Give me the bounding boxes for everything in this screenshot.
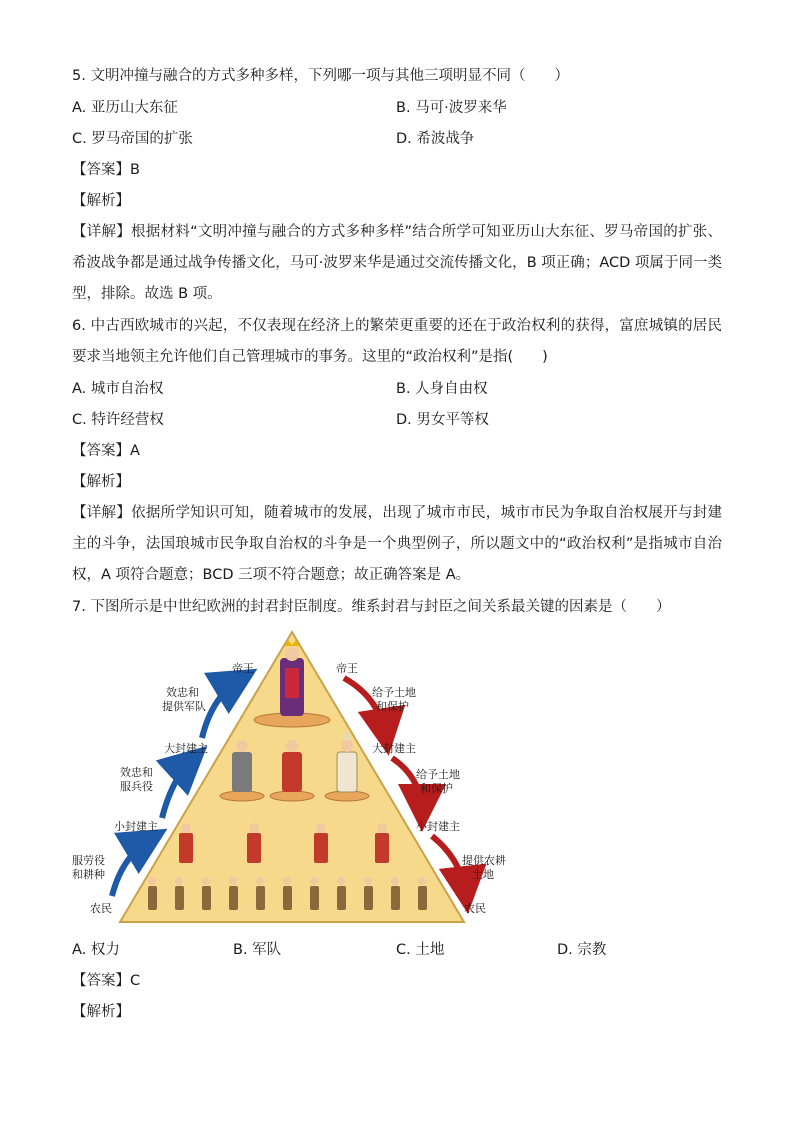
q6-option-c[interactable]: C. 特许经营权 xyxy=(72,412,164,428)
q5-stem: 5. 文明冲撞与融合的方式多种多样，下列哪一项与其他三项明显不同（ ） xyxy=(72,68,569,84)
q7-option-c[interactable]: C. 土地 xyxy=(396,942,445,958)
q5-option-a[interactable]: A. 亚历山大东征 xyxy=(72,100,178,116)
right-label-farmland-b: 土地 xyxy=(472,868,494,881)
q5-option-c[interactable]: C. 罗马帝国的扩张 xyxy=(72,131,193,147)
q7-option-b[interactable]: B. 军队 xyxy=(233,942,282,958)
left-label-service-a: 服劳役 xyxy=(72,854,105,867)
left-label-loyalty-1a: 效忠和 xyxy=(166,686,199,699)
right-label-land-2b: 和保护 xyxy=(420,782,453,795)
right-label-land-1a: 给予土地 xyxy=(372,686,416,699)
arrow-great-lord-to-small-lord xyxy=(392,758,422,814)
right-label-small-lord: 小封建主 xyxy=(416,820,460,833)
q7-option-a[interactable]: A. 权力 xyxy=(72,942,120,958)
q7-option-d[interactable]: D. 宗教 xyxy=(557,942,607,958)
left-label-service-b: 和耕种 xyxy=(72,868,105,881)
q6-option-d[interactable]: D. 男女平等权 xyxy=(396,412,489,428)
right-label-land-2a: 给予土地 xyxy=(416,768,460,781)
q5-option-d[interactable]: D. 希波战争 xyxy=(396,131,475,147)
q5-option-b[interactable]: B. 马可·波罗来华 xyxy=(396,100,507,116)
q6-option-b[interactable]: B. 人身自由权 xyxy=(396,381,488,397)
left-label-loyalty-2b: 服兵役 xyxy=(120,780,153,793)
pedestal-lord-1 xyxy=(220,791,264,801)
q6-stem: 6. 中古西欧城市的兴起，不仅表现在经济上的繁荣更重要的还在于政治权利的获得，富庶城镇的居民要求当地领主允许他们自己管理城市的事务。这里的“政治权利”是指( ) xyxy=(72,318,722,365)
q6-detail: 【详解】依据所学知识可知，随着城市的发展，出现了城市市民，城市市民为争取自治权展开与封建主的斗争，法国琅城市民争取自治权的斗争是一个典型例子，所以题文中的“政治权利”是指城市自治权，A 项符合题意；BCD 三项不符合题意；故正确答案是 A。 xyxy=(72,505,722,583)
feudal-pyramid-svg xyxy=(72,628,506,928)
left-label-small-lord: 小封建主 xyxy=(114,820,158,833)
q7-answer: 【答案】C xyxy=(72,973,141,989)
right-label-land-1b: 和保护 xyxy=(376,700,409,713)
left-label-great-lord: 大封建主 xyxy=(164,742,208,755)
q6-analysis-label: 【解析】 xyxy=(72,474,130,490)
q5-analysis-label: 【解析】 xyxy=(72,193,130,209)
q5-detail: 【详解】根据材料“文明冲撞与融合的方式多种多样”结合所学可知亚历山大东征、罗马帝国的扩张、希波战争都是通过战争传播文化，马可·波罗来华是通过交流传播文化，B 项正确；ACD 项属于同一类型，排除。故选 B 项。 xyxy=(72,224,722,302)
right-label-farmland-a: 提供农耕 xyxy=(462,854,506,867)
right-label-peasant: 农民 xyxy=(464,902,486,915)
right-label-king: 帝王 xyxy=(336,662,358,675)
feudal-pyramid-figure xyxy=(72,628,506,928)
q7-analysis-label: 【解析】 xyxy=(72,1004,130,1020)
q7-stem: 7. 下图所示是中世纪欧洲的封君封臣制度。维系封君与封臣之间关系最关键的因素是（ ） xyxy=(72,599,671,615)
left-label-peasant: 农民 xyxy=(90,902,112,915)
pedestal-lord-2 xyxy=(270,791,314,801)
right-label-great-lord: 大封建主 xyxy=(372,742,416,755)
left-label-loyalty-1b: 提供军队 xyxy=(162,700,206,713)
left-label-loyalty-2a: 效忠和 xyxy=(120,766,153,779)
left-label-king: 帝王 xyxy=(232,662,254,675)
q5-answer: 【答案】B xyxy=(72,162,140,178)
q6-option-a[interactable]: A. 城市自治权 xyxy=(72,381,164,397)
q6-answer: 【答案】A xyxy=(72,443,140,459)
